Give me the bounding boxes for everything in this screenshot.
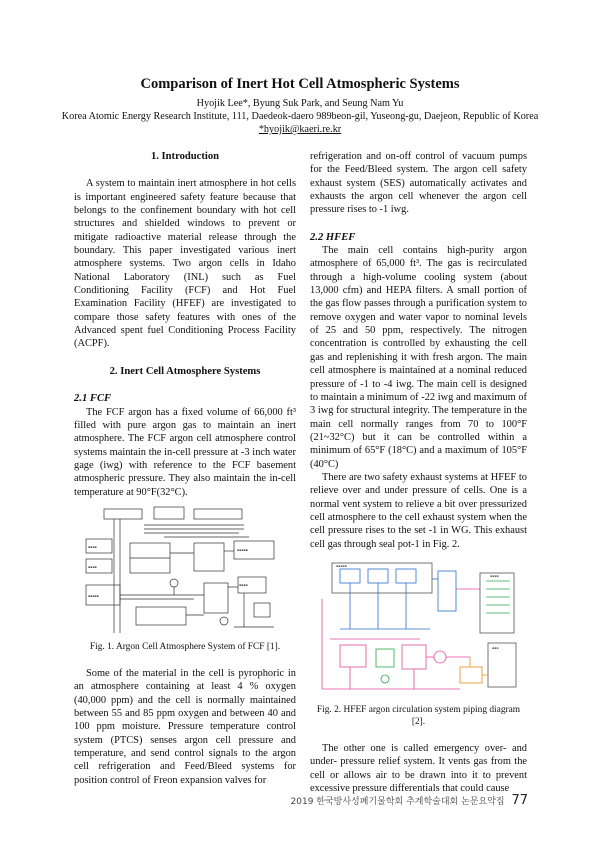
svg-text:▪▪▪▪: ▪▪▪▪ — [88, 564, 97, 569]
svg-text:▪▪▪: ▪▪▪ — [492, 645, 499, 650]
subsection-heading-fcf: 2.1 FCF — [74, 393, 112, 405]
email-link[interactable]: *hyojik@kaeri.re.kr — [258, 124, 342, 135]
intro-paragraph: A system to maintain inert atmosphere in hot cells is important engineered safety feature because that belongs to the confinement boundary with hot cell structures and shielded windows to prevent or mitigate radioactive material release through the boundary. This paper investigated various inert atmosphere systems. Two argon cells in Idaho National Laboratory (INL) such as Fuel Conditioning Facility (FCF) and Hot Fuel Examination Facility (HFEF) are investigated to compare those safety features with ones of the Advanced spent fuel Conditioning Process Facility (ACPF). — [74, 178, 296, 350]
fcf-paragraph-1: The FCF argon has a fixed volume of 66,000 ft³ filled with pure argon gas to maintain an inert atmosphere. The FCF argon cell atmosphere control systems maintain the in-cell pressure at -3 inch water gage (iwg) with reference to the FCF basement atmospheric pressure. They also maintain the in-cell temperature at 90°F(32°C). — [74, 406, 296, 498]
corresponding-email[interactable] — [0, 124, 600, 135]
hfef-paragraph-1: The main cell contains high-purity argon atmosphere of 65,000 ft³. The gas is recirculated through a high-volume cooling system (about 13,000 cfm) and HEPA filters. A small portion of the gas flow passes through a purification system to remove oxygen and water vapor to nominal levels of 25 and 50 ppm, respectively. The nitrogen concentration is controlled by exhausting the cell gas and replenishing it with fresh argon. The main cell atmosphere is maintained at a nominal reduced pressure of -1 to -4 iwg. The main cell is designed to maintain a minimum of -22 iwg and maximum of 3 iwg for structural integrity. The temperature in the main cell normally ranges from 70 to 100°F (21~32°C) but it can be controlled within a minimum of 65°F (18°C) and a maximum of 105°F (40°C) — [310, 245, 527, 470]
section-heading-inert-systems: 2. Inert Cell Atmosphere Systems — [109, 365, 261, 377]
svg-text:▪▪▪▪: ▪▪▪▪ — [490, 573, 499, 578]
footer-journal: 2019 한국방사성폐기물학회 추계학술대회 논문요약집 — [290, 797, 505, 807]
figure-1-caption: Fig. 1. Argon Cell Atmosphere System of FCF [1]. — [89, 641, 281, 652]
svg-text:▪▪▪▪▪: ▪▪▪▪▪ — [336, 563, 347, 568]
paper-title: Comparison of Inert Hot Cell Atmospheric Systems — [140, 76, 460, 92]
hfef-piping-diagram — [310, 559, 527, 704]
hfef-paragraph-2: There are two safety exhaust systems at HFEF to relieve over and under pressure of cells. One is a normal vent system to relieve a bit over pressurized cell atmosphere to the cell exhaust system when the cell pressure rises to the set -1 in WG. This exhaust cell gas through seal pot-1 in Fig. 2. — [310, 471, 527, 550]
figure-1 — [74, 503, 296, 641]
svg-text:▪▪▪▪: ▪▪▪▪ — [239, 582, 248, 587]
section-heading-introduction: 1. Introduction — [150, 151, 220, 162]
author-list: Hyojik Lee*, Byung Suk Park, and Seung Nam Yu — [196, 98, 404, 109]
fcf-paragraph-continued: refrigeration and on-off control of vacuum pumps for the Feed/Bleed system. The argon cell safety exhaust system (SES) automatically activates and exhausts the argon cell whenever the argon cell pressure rises to -1 iwg. — [310, 151, 527, 216]
svg-text:▪▪▪▪▪: ▪▪▪▪▪ — [237, 547, 248, 552]
svg-text:▪▪▪▪: ▪▪▪▪ — [88, 544, 97, 549]
figure-2-caption: Fig. 2. HFEF argon circulation system piping diagram [2]. — [316, 704, 521, 727]
left-column — [74, 150, 296, 787]
figure-2 — [310, 559, 527, 704]
affiliation: Korea Atomic Energy Research Institute, 111, Daedeok-daero 989beon-gil, Yuseong-gu, Daejeon, Republic of Korea — [61, 111, 539, 122]
page-number: 77 — [511, 793, 528, 808]
svg-text:▪▪▪▪▪: ▪▪▪▪▪ — [88, 593, 99, 598]
right-column — [310, 150, 527, 795]
subsection-heading-hfef: 2.2 HFEF — [310, 231, 356, 243]
fcf-paragraph-2: Some of the material in the cell is pyrophoric in an atmosphere containing at least 4 % oxygen (40,000 ppm) and the cell is normally maintained between 55 and 85 ppm oxygen and between 40 and 100 ppm moisture. Pressure temperature control system (PTCS) senses argon cell pressure and temperature, and send control signals to the argon cell refrigeration and Feed/Bleed systems for position control of Freon expansion valves for — [74, 667, 296, 786]
hfef-paragraph-3: The other one is called emergency over- and under- pressure relief system. It vents gas from the cell or allows air to be drawn into it to prevent excessive pressure differentials that could cause — [310, 742, 527, 794]
fcf-atmosphere-schematic — [74, 503, 296, 641]
page-footer — [291, 793, 528, 808]
